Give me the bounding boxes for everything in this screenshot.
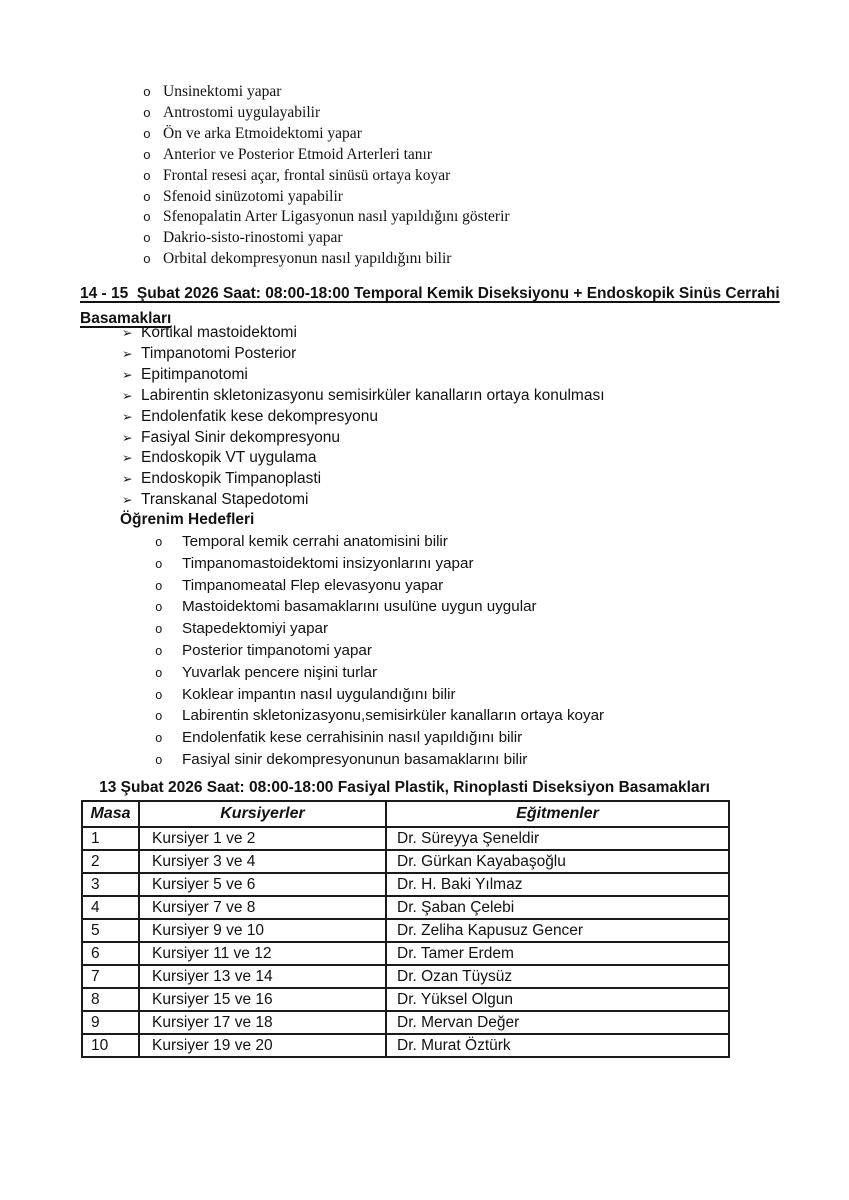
table-row <box>82 896 729 919</box>
circle-bullet-icon: o <box>155 536 163 550</box>
circle-bullet-icon: o <box>155 557 163 572</box>
circle-bullet-icon: o <box>143 231 151 247</box>
kursiyer-cell: Kursiyer 7 ve 8 <box>139 896 386 919</box>
table-title: 13 Şubat 2026 Saat: 08:00-18:00 Fasiyal Plastik, Rinoplasti Diseksiyon Basamakları <box>99 779 710 796</box>
egitmen-cell: Dr. Murat Öztürk <box>386 1034 729 1057</box>
egitmen-cell: Dr. Yüksel Olgun <box>386 988 729 1011</box>
circle-bullet-icon: o <box>155 644 163 659</box>
circle-bullet-icon: o <box>143 85 151 100</box>
list-item <box>122 365 605 386</box>
list-item <box>143 207 510 228</box>
egitmen-cell: Dr. Tamer Erdem <box>386 942 729 965</box>
table-row <box>82 965 729 988</box>
list-item <box>155 576 604 598</box>
list-item <box>122 469 605 490</box>
masa-cell: 6 <box>82 942 139 965</box>
kursiyer-cell: Kursiyer 9 ve 10 <box>139 919 386 942</box>
arrow-bullet-icon: ➢ <box>122 492 133 508</box>
arrow-bullet-icon: ➢ <box>122 408 133 424</box>
list-item-text: Dakrio-sisto-rinostomi yapar <box>163 229 343 247</box>
kursiyer-cell: Kursiyer 3 ve 4 <box>139 850 386 873</box>
circle-bullet-icon: o <box>143 189 151 205</box>
list-item <box>155 554 604 576</box>
section-heading-line2: Basamakları <box>80 310 172 327</box>
list-item <box>122 490 605 511</box>
table-row <box>82 850 729 873</box>
list-item-text: Unsinektomi yapar <box>163 83 282 100</box>
table-row <box>82 827 729 850</box>
list-item <box>122 344 605 365</box>
circle-bullet-icon: o <box>143 105 151 121</box>
list-item <box>155 619 604 641</box>
column-header-kursiyerler: Kursiyerler <box>139 801 386 827</box>
masa-cell: 1 <box>82 827 139 850</box>
table-row <box>82 873 729 896</box>
list-item-text: Posterior timpanotomi yapar <box>182 641 372 659</box>
circle-bullet-icon: o <box>155 601 163 616</box>
list-item-text: Epitimpanotomi <box>141 365 248 383</box>
roster-table <box>81 800 730 1058</box>
masa-cell: 7 <box>82 965 139 988</box>
list-item <box>122 323 605 344</box>
arrow-bullet-icon: ➢ <box>122 429 133 445</box>
list-item-text: Labirentin skletonizasyonu,semisirküler kanalların ortaya koyar <box>182 707 605 725</box>
kursiyer-cell: Kursiyer 19 ve 20 <box>139 1034 386 1057</box>
table-row <box>82 919 729 942</box>
table-row <box>82 988 729 1011</box>
circle-bullet-icon: o <box>155 732 163 747</box>
circle-bullet-icon: o <box>143 252 151 268</box>
egitmen-cell: Dr. H. Baki Yılmaz <box>386 873 729 896</box>
egitmen-cell: Dr. Ozan Tüysüz <box>386 965 729 988</box>
table-row <box>82 1034 729 1057</box>
list-item-text: Orbital dekompresyonun nasıl yapıldığını bilir <box>163 250 452 268</box>
circle-bullet-icon: o <box>143 168 151 184</box>
table-row <box>82 1011 729 1034</box>
list-item <box>155 750 604 772</box>
arrow-bullet-icon: ➢ <box>122 366 133 382</box>
circle-bullet-icon: o <box>143 147 151 163</box>
kursiyer-cell: Kursiyer 15 ve 16 <box>139 988 386 1011</box>
dissection-steps-list <box>122 323 605 511</box>
list-item <box>122 386 605 407</box>
list-item-text: Endolenfatik kese dekompresyonu <box>141 407 378 425</box>
list-item-text: Yuvarlak pencere nişini turlar <box>182 663 378 681</box>
list-item-text: Labirentin skletonizasyonu semisirküler kanalların ortaya konulması <box>141 386 605 404</box>
section-heading-line1: 14 - 15 Şubat 2026 Saat: 08:00-18:00 Temporal Kemik Diseksiyonu + Endoskopik Sinüs Cerrahi <box>80 285 780 302</box>
list-item-text: Timpanotomi Posterior <box>141 344 297 362</box>
kursiyer-cell: Kursiyer 1 ve 2 <box>139 827 386 850</box>
learning-objectives-list <box>155 532 604 772</box>
egitmen-cell: Dr. Gürkan Kayabaşoğlu <box>386 850 729 873</box>
column-header-masa: Masa <box>82 801 139 827</box>
list-item <box>155 728 604 750</box>
circle-bullet-icon: o <box>143 210 151 226</box>
list-item <box>143 82 510 103</box>
list-item <box>155 597 604 619</box>
kursiyer-cell: Kursiyer 13 ve 14 <box>139 965 386 988</box>
list-item-text: Mastoidektomi basamaklarını usulüne uygun uygular <box>182 598 537 616</box>
arrow-bullet-icon: ➢ <box>122 387 133 403</box>
masa-cell: 5 <box>82 919 139 942</box>
list-item-text: Kortikal mastoidektomi <box>141 324 297 341</box>
list-item <box>155 663 604 685</box>
list-item-text: Stapedektomiyi yapar <box>182 620 329 638</box>
egitmen-cell: Dr. Şaban Çelebi <box>386 896 729 919</box>
list-item-text: Temporal kemik cerrahi anatomisini bilir <box>182 533 448 550</box>
masa-cell: 2 <box>82 850 139 873</box>
list-item <box>143 249 510 270</box>
arrow-bullet-icon: ➢ <box>122 325 133 340</box>
arrow-bullet-icon: ➢ <box>122 345 133 361</box>
list-item <box>155 641 604 663</box>
circle-bullet-icon: o <box>155 623 163 638</box>
surgical-skills-list <box>143 82 510 270</box>
list-item-text: Timpanomeatal Flep elevasyonu yapar <box>182 576 444 594</box>
list-item <box>143 166 510 187</box>
circle-bullet-icon: o <box>143 126 151 142</box>
table-row <box>82 942 729 965</box>
list-item-text: Fasiyal sinir dekompresyonunun basamaklarını bilir <box>182 750 528 768</box>
masa-cell: 8 <box>82 988 139 1011</box>
table-header-row <box>82 801 729 827</box>
egitmen-cell: Dr. Zeliha Kapusuz Gencer <box>386 919 729 942</box>
masa-cell: 3 <box>82 873 139 896</box>
list-item-text: Ön ve arka Etmoidektomi yapar <box>163 124 362 142</box>
objectives-heading: Öğrenim Hedefleri <box>120 511 255 528</box>
list-item <box>122 448 605 469</box>
list-item-text: Endolenfatik kese cerrahisinin nasıl yapıldığını bilir <box>182 729 523 747</box>
list-item <box>143 103 510 124</box>
arrow-bullet-icon: ➢ <box>122 471 133 487</box>
list-item <box>143 124 510 145</box>
list-item-text: Timpanomastoidektomi insizyonlarını yapar <box>182 554 474 572</box>
egitmen-cell: Dr. Mervan Değer <box>386 1011 729 1034</box>
list-item-text: Frontal resesi açar, frontal sinüsü ortaya koyar <box>163 166 451 184</box>
circle-bullet-icon: o <box>155 579 163 594</box>
masa-cell: 4 <box>82 896 139 919</box>
list-item-text: Endoskopik VT uygulama <box>141 449 317 467</box>
kursiyer-cell: Kursiyer 11 ve 12 <box>139 942 386 965</box>
circle-bullet-icon: o <box>155 710 163 725</box>
list-item-text: Anterior ve Posterior Etmoid Arterleri tanır <box>163 145 433 163</box>
list-item-text: Koklear impantın nasıl uygulandığını bilir <box>182 685 456 703</box>
list-item-text: Sfenopalatin Arter Ligasyonun nasıl yapıldığını gösterir <box>163 208 510 226</box>
column-header-egitmenler: Eğitmenler <box>386 801 729 827</box>
list-item <box>155 532 604 554</box>
circle-bullet-icon: o <box>155 666 163 681</box>
list-item <box>155 706 604 728</box>
egitmen-cell: Dr. Süreyya Şeneldir <box>386 827 729 850</box>
list-item-text: Antrostomi uygulayabilir <box>163 103 321 121</box>
masa-cell: 9 <box>82 1011 139 1034</box>
kursiyer-cell: Kursiyer 17 ve 18 <box>139 1011 386 1034</box>
list-item-text: Transkanal Stapedotomi <box>141 491 309 509</box>
list-item <box>143 187 510 208</box>
list-item-text: Fasiyal Sinir dekompresyonu <box>141 428 341 446</box>
masa-cell: 10 <box>82 1034 139 1057</box>
list-item-text: Endoskopik Timpanoplasti <box>141 470 322 488</box>
list-item <box>143 228 510 249</box>
list-item <box>122 407 605 428</box>
list-item <box>122 428 605 449</box>
circle-bullet-icon: o <box>155 688 163 703</box>
circle-bullet-icon: o <box>155 753 163 768</box>
list-item <box>155 685 604 707</box>
list-item <box>143 145 510 166</box>
arrow-bullet-icon: ➢ <box>122 450 133 466</box>
kursiyer-cell: Kursiyer 5 ve 6 <box>139 873 386 896</box>
list-item-text: Sfenoid sinüzotomi yapabilir <box>163 187 343 205</box>
